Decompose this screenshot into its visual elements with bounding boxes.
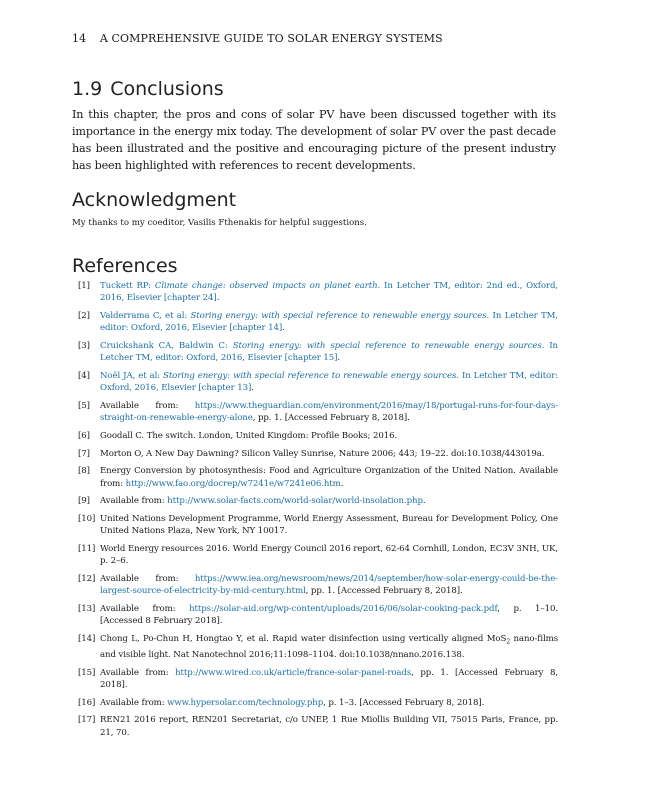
reference-prefix: REN21 2016 report, REN201 Secretariat, c/o UNEP, 1 Rue Miollis Building VII, 75015 Paris, France, pp. 21, 70. bbox=[100, 715, 558, 738]
reference-item bbox=[72, 430, 558, 442]
reference-work-title: Storing energy: with special reference to renewable energy sources. bbox=[232, 341, 545, 351]
reference-suffix: . bbox=[282, 323, 285, 334]
reference-text bbox=[100, 465, 558, 490]
reference-item bbox=[72, 370, 558, 395]
reference-text bbox=[100, 513, 558, 538]
reference-item bbox=[72, 400, 558, 425]
reference-item bbox=[72, 543, 558, 568]
reference-publication: In Letcher TM, editor: Oxford, 2016, Elsevier [chapter 15] bbox=[100, 341, 558, 364]
reference-number: [6] bbox=[78, 431, 90, 441]
reference-text bbox=[100, 543, 558, 568]
reference-number: [11] bbox=[78, 543, 96, 554]
reference-suffix: , pp. 1. [Accessed February 8, 2018]. bbox=[305, 586, 463, 597]
reference-work-title: Storing energy: with special reference to renewable energy sources. bbox=[190, 311, 490, 321]
reference-prefix: Available from: bbox=[100, 401, 195, 411]
reference-work-title: Storing energy: with special reference to renewable energy sources. bbox=[163, 371, 459, 381]
reference-item bbox=[72, 697, 558, 709]
reference-number: [16] bbox=[78, 697, 96, 708]
reference-number: [13] bbox=[78, 603, 96, 614]
reference-suffix: , pp. 1. [Accessed February 8, 2018]. bbox=[100, 667, 558, 690]
reference-text bbox=[100, 495, 558, 507]
reference-link[interactable] bbox=[100, 341, 558, 363]
reference-prefix: United Nations Development Programme, World Energy Assessment, Bureau for Development Policy, One United Nations Plaza, New York, NY 10017. bbox=[100, 513, 558, 537]
reference-url-link[interactable]: http://www.solar-facts.com/world-solar/world-insolation.php bbox=[167, 496, 423, 507]
reference-suffix: . bbox=[337, 353, 341, 364]
reference-prefix: Available from: bbox=[100, 667, 176, 678]
subscript: 2 bbox=[506, 638, 511, 646]
reference-item bbox=[72, 603, 558, 628]
reference-prefix: Goodall C. The switch. London, United Kingdom: Profile Books; 2016. bbox=[100, 431, 398, 441]
reference-link[interactable] bbox=[100, 311, 558, 333]
reference-link[interactable] bbox=[100, 371, 558, 393]
reference-prefix: Available from: bbox=[100, 573, 195, 584]
reference-text bbox=[100, 430, 558, 442]
reference-suffix: . bbox=[216, 293, 220, 304]
reference-list bbox=[72, 280, 558, 744]
reference-prefix: World Energy resources 2016. World Energy Council 2016 report, 62-64 Cornhill, London, EC3V 3NH, UK, p. 2–6. bbox=[100, 543, 558, 567]
reference-suffix: . bbox=[340, 478, 344, 489]
reference-number: [17] bbox=[78, 715, 96, 726]
reference-suffix: , pp. 1. [Accessed February 8, 2018]. bbox=[252, 413, 410, 424]
reference-prefix: Morton O, A New Day Dawning? Silicon Valley Sunrise, Nature 2006; 443; 19–22. doi:10.1038/443019a. bbox=[100, 448, 545, 459]
acknowledgment-text: My thanks to my coeditor, Vasilis Fthenakis for helpful suggestions. bbox=[72, 218, 367, 228]
reference-text bbox=[100, 714, 558, 739]
reference-suffix: , p. 1–10. [Accessed 8 February 2018]. bbox=[100, 603, 558, 627]
reference-link[interactable] bbox=[100, 281, 558, 303]
reference-url-link[interactable]: www.hypersolar.com/technology.php bbox=[167, 697, 324, 708]
section-title: Conclusions bbox=[110, 78, 224, 100]
page-number: 14 bbox=[72, 32, 87, 45]
reference-number: [3] bbox=[78, 341, 90, 351]
reference-text bbox=[100, 633, 558, 662]
references-heading: References bbox=[72, 255, 178, 277]
reference-prefix: Available from: bbox=[100, 496, 168, 507]
reference-item bbox=[72, 340, 558, 365]
reference-prefix: Available from: bbox=[100, 603, 190, 614]
reference-author: Noël JA, et al: bbox=[100, 371, 164, 381]
reference-publication: In Letcher TM, editor: 2nd ed., Oxford, 2016, Elsevier [chapter 24] bbox=[100, 281, 558, 304]
reference-text bbox=[100, 573, 558, 598]
reference-suffix: , p. 1–3. [Accessed February 8, 2018]. bbox=[323, 697, 485, 708]
reference-prefix: Chong L, Po-Chun H, Hongtao Y, et al. Rapid water disinfection using vertically aligned MoS bbox=[100, 633, 507, 644]
reference-number: [10] bbox=[78, 513, 96, 524]
reference-author: Cruickshank CA, Baldwin C: bbox=[100, 341, 233, 351]
reference-number: [8] bbox=[78, 466, 90, 477]
reference-item bbox=[72, 280, 558, 305]
reference-number: [12] bbox=[78, 573, 96, 584]
reference-url-link[interactable]: http://www.wired.co.uk/article/france-solar-panel-roads bbox=[175, 667, 412, 678]
conclusions-heading bbox=[72, 78, 224, 100]
reference-text bbox=[100, 340, 558, 365]
reference-url-link[interactable]: https://solar-aid.org/wp-content/uploads/2016/06/solar-cooking-pack.pdf bbox=[189, 603, 498, 614]
reference-number: [5] bbox=[78, 401, 90, 411]
reference-suffix: . bbox=[422, 496, 426, 507]
reference-author: Tuckett RP: bbox=[100, 281, 155, 291]
running-header bbox=[72, 32, 443, 45]
reference-author: Valderrama C, et al: bbox=[100, 311, 191, 321]
section-number: 1.9 bbox=[72, 78, 103, 100]
reference-number: [7] bbox=[78, 448, 90, 459]
reference-item bbox=[72, 667, 558, 692]
reference-publication: In Letcher TM, editor: Oxford, 2016, Elsevier [chapter 14] bbox=[100, 311, 558, 334]
reference-number: [4] bbox=[78, 371, 90, 381]
reference-item bbox=[72, 495, 558, 507]
reference-text bbox=[100, 603, 558, 628]
reference-item bbox=[72, 633, 558, 662]
reference-item bbox=[72, 448, 558, 460]
reference-number: [14] bbox=[78, 633, 96, 644]
acknowledgment-heading: Acknowledgment bbox=[72, 189, 237, 211]
reference-text bbox=[100, 280, 558, 305]
reference-number: [15] bbox=[78, 667, 96, 678]
reference-text bbox=[100, 370, 558, 395]
reference-item bbox=[72, 513, 558, 538]
reference-url-link[interactable]: https://www.theguardian.com/environment/2016/may/18/portugal-runs-for-four-days-straight-on-renewable-energy-alone bbox=[100, 401, 558, 424]
reference-url-link[interactable]: https://www.iea.org/newsroom/news/2014/september/how-solar-energy-could-be-the-largest-source-of-electricity-by-mid-century.html bbox=[100, 573, 558, 597]
reference-prefix: Energy Conversion by photosynthesis: Food and Agriculture Organization of the United Nation. Available from: bbox=[100, 466, 558, 489]
reference-item bbox=[72, 465, 558, 490]
reference-text bbox=[100, 667, 558, 692]
reference-work-title: Climate change: observed impacts on planet earth. bbox=[154, 281, 381, 291]
reference-suffix: nano-films and visible light. Nat Nanotechnol 2016;11:1098–1104. doi:10.1038/nnano.2016.138. bbox=[100, 633, 558, 660]
reference-text bbox=[100, 400, 558, 425]
reference-suffix: . bbox=[251, 383, 254, 394]
conclusions-paragraph: In this chapter, the pros and cons of solar PV have been discussed together with its importance in the energy mix today. The development of solar PV over the past decade has been illustrated and the positive and encouraging picture of the present industry has been highlighted with references to recent developments. bbox=[72, 108, 556, 172]
reference-text bbox=[100, 310, 558, 335]
reference-publication: In Letcher TM, editor: Oxford, 2016, Elsevier [chapter 13] bbox=[100, 371, 558, 394]
book-title: A COMPREHENSIVE GUIDE TO SOLAR ENERGY SYSTEMS bbox=[99, 32, 443, 45]
reference-item bbox=[72, 714, 558, 739]
reference-prefix: Available from: bbox=[100, 697, 168, 708]
reference-item bbox=[72, 573, 558, 598]
reference-number: [1] bbox=[78, 281, 90, 291]
reference-number: [9] bbox=[78, 496, 90, 507]
reference-item bbox=[72, 310, 558, 335]
reference-text bbox=[100, 448, 558, 460]
reference-url-link[interactable]: http://www.fao.org/docrep/w7241e/w7241e06.htm bbox=[125, 478, 341, 489]
reference-number: [2] bbox=[78, 311, 90, 321]
reference-text bbox=[100, 697, 558, 709]
